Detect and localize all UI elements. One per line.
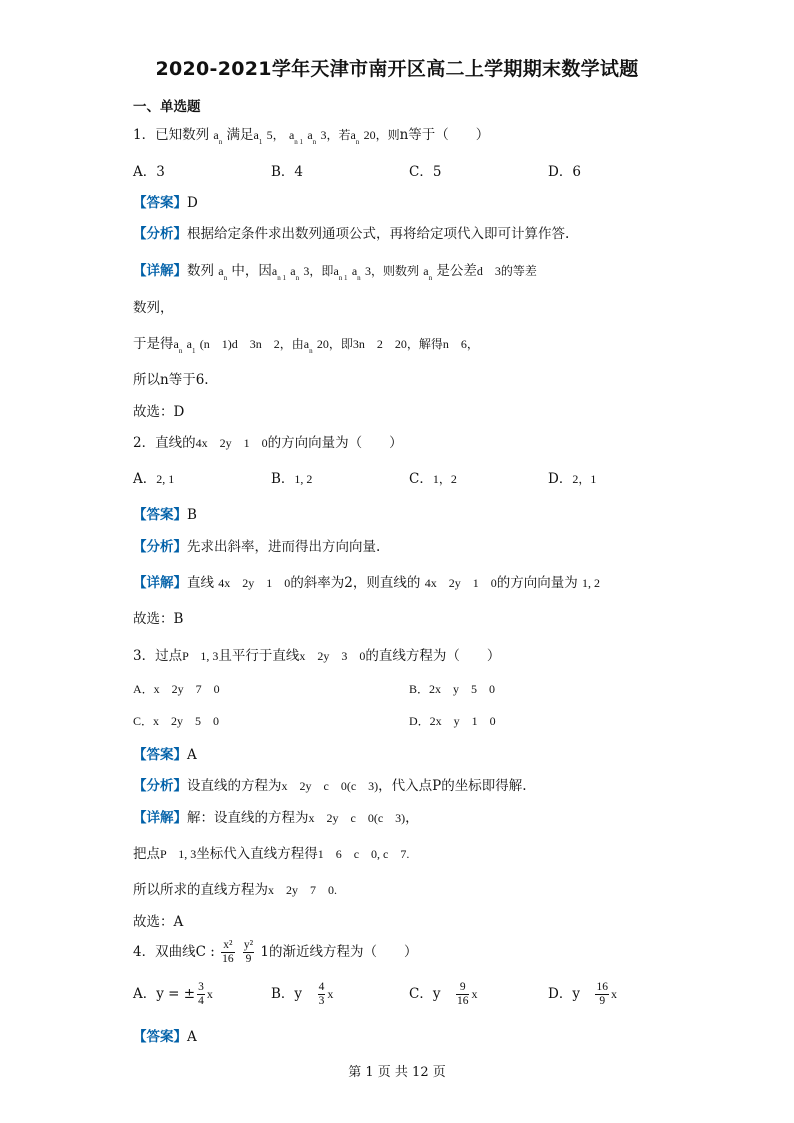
q3-option-d: D．2x y 1 0 [409, 714, 496, 728]
q3-analysis: 【分析】设直线的方程为x 2y c 0(c 3)，代入点P的坐标即得解. [133, 778, 527, 794]
q4-option-c: C．y $\frac{9}{16}$ x [409, 981, 478, 1007]
q1-an-b: $a_n$ [350, 128, 360, 146]
q1-an1: $a_{n 1}$ [288, 128, 304, 146]
page-footer: 第 1 页 共 12 页 [348, 1065, 446, 1080]
q1-option-b: B．4 [271, 164, 304, 180]
q1-tail: n等于（ ） [399, 127, 490, 143]
q4-option-b: B．y $\frac{4}{3}$ x [271, 981, 334, 1007]
page-title: 2020-2021学年天津市南开区高二上学期期末数学试题 [155, 58, 639, 80]
q2-option-c: C．1，2 [409, 471, 457, 487]
q1-detail-line4: 所以n等于6. [133, 372, 209, 388]
q1-an: $a_n$ [307, 128, 317, 146]
question-4: 4．双曲线C : $\frac{\text{x²}}{16}$ $\frac{\text{y²}}{9}$ 1的渐近线方程为（ ） [133, 939, 418, 965]
q1-conclusion: 故选：D [133, 404, 185, 420]
q1-detail: 【详解】数列 $a_n$ 中，因$a_{n 1}$ $a_n$ 3，即$a_{n 1}$ $a_n$ 3，则数列 $a_n$ 是公差d 3的等差 [133, 263, 537, 282]
q2-conclusion: 故选：B [133, 611, 184, 627]
q1-v2: 3，若 [320, 128, 351, 142]
q1-seq: $a_n$ [213, 128, 223, 146]
question-3: 3．过点P 1, 3且平行于直线x 2y 3 0的直线方程为（ ） [133, 648, 501, 664]
q4-answer: 【答案】A [133, 1029, 197, 1045]
q1-answer: 【答案】D [133, 195, 198, 211]
q3-option-b: B．2x y 5 0 [409, 682, 496, 696]
q4-option-d: D．y $\frac{16}{9}$ x [548, 981, 617, 1007]
q3-conclusion: 故选：A [133, 914, 184, 930]
q2-option-a: A．2, 1 [133, 471, 175, 487]
q1-option-c: C．5 [409, 164, 442, 180]
q3-detail-line3: 所以所求的直线方程为x 2y 7 0. [133, 882, 338, 898]
q2-answer: 【答案】B [133, 507, 197, 523]
q2-detail: 【详解】直线 4x 2y 1 0的斜率为2，则直线的 4x 2y 1 0的方向向量为 1, 2 [133, 575, 601, 591]
q2-option-b: B．1, 2 [271, 471, 313, 487]
q1-detail-line3: 于是得$a_n$ $a_1$ (n 1)d 3n 2，由$a_n$ 20，即3n 2 20，解得n 6， [133, 336, 479, 355]
q1-prefix: 1．已知数列 [133, 127, 210, 143]
q1-option-d: D．6 [548, 164, 581, 180]
q2-option-d: D．2，1 [548, 471, 597, 487]
q3-answer: 【答案】A [133, 747, 197, 763]
q1-v1: 5， [266, 128, 285, 142]
q1-analysis: 【分析】根据给定条件求出数列通项公式，再将给定项代入即可计算作答. [133, 226, 570, 242]
q1-option-a: A．3 [133, 164, 165, 180]
q1-mid: 满足 [226, 127, 254, 143]
question-1 [133, 123, 490, 146]
q4-frac-x: $\frac{\text{x²}}{16}$ [222, 939, 234, 965]
q2-analysis: 【分析】先求出斜率，进而得出方向向量. [133, 539, 381, 555]
section-heading: 一、单选题 [133, 99, 201, 115]
q3-detail-line2: 把点P 1, 3坐标代入直线方程得1 6 c 0, c 7. [133, 846, 410, 862]
question-2: 2．直线的4x 2y 1 0的方向向量为（ ） [133, 435, 403, 451]
q4-option-a: A．y = ± $\frac{3}{4}$ x [133, 981, 213, 1007]
q4-frac-y: $\frac{\text{y²}}{9}$ [243, 939, 254, 965]
q1-a1: $a_1$ [253, 128, 263, 146]
q3-detail: 【详解】解：设直线的方程为x 2y c 0(c 3)， [133, 810, 419, 826]
q1-detail-line2: 数列， [133, 300, 174, 316]
q3-option-c: C．x 2y 5 0 [133, 714, 220, 728]
q3-option-a: A．x 2y 7 0 [133, 682, 220, 696]
q1-v3: 20，则 [363, 128, 400, 142]
